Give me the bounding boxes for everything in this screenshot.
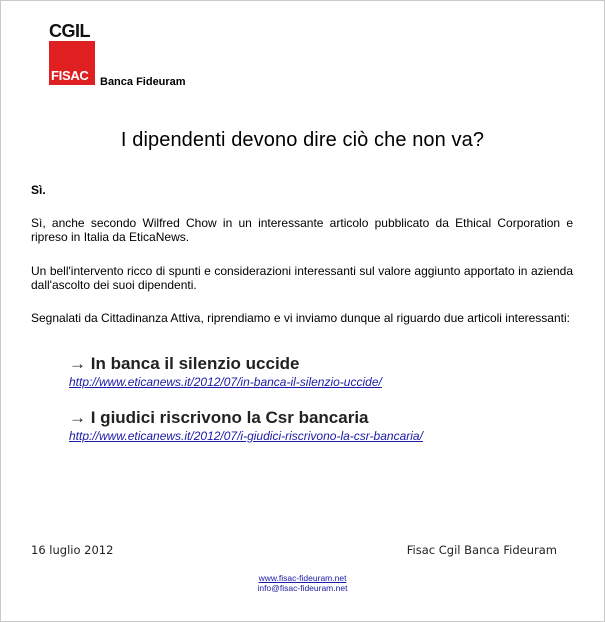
paragraph-2: Un bell'intervento ricco di spunti e considerazioni interessanti sul valore aggiunto apportato in azienda dall'ascolto dei suoi dipendenti. <box>31 264 573 292</box>
org-name: Banca Fideuram <box>100 76 186 88</box>
cgil-fisac-logo <box>49 21 95 85</box>
paragraph-3: Segnalati da Cittadinanza Attiva, riprendiamo e vi inviamo dunque al riguardo due articoli interessanti: <box>31 311 570 325</box>
email-address[interactable]: info@fisac-fideuram.net <box>257 583 348 593</box>
logo-red-box <box>49 41 95 85</box>
document-title: I dipendenti devono dire ciò che non va? <box>120 129 485 151</box>
website-link[interactable]: www.fisac-fideuram.net <box>258 573 347 583</box>
contact-info <box>1 573 604 593</box>
paragraph-1: Sì, anche secondo Wilfred Chow in un interessante articolo pubblicato da Ethical Corporation e ripreso in Italia da EticaNews. <box>31 216 573 244</box>
logo-cgil-text: CGIL <box>49 21 90 41</box>
article-item <box>69 354 579 389</box>
article-title <box>69 408 579 428</box>
answer-text: Sì. <box>31 183 46 197</box>
article-title-text: In banca il silenzio uccide <box>90 354 300 373</box>
arrow-right-icon: → <box>69 408 86 427</box>
document-signature: Fisac Cgil Banca Fideuram <box>406 543 557 557</box>
article-title <box>69 354 579 374</box>
article-title-text: I giudici riscrivono la Csr bancaria <box>90 408 369 427</box>
article-link[interactable]: http://www.eticanews.it/2012/07/i-giudici-riscrivono-la-csr-bancaria/ <box>69 429 423 443</box>
document-date: 16 luglio 2012 <box>31 543 114 557</box>
article-item <box>69 408 579 443</box>
arrow-right-icon: → <box>69 354 86 373</box>
logo-fisac-text: FISAC <box>51 68 89 83</box>
article-link[interactable]: http://www.eticanews.it/2012/07/in-banca-il-silenzio-uccide/ <box>69 375 382 389</box>
